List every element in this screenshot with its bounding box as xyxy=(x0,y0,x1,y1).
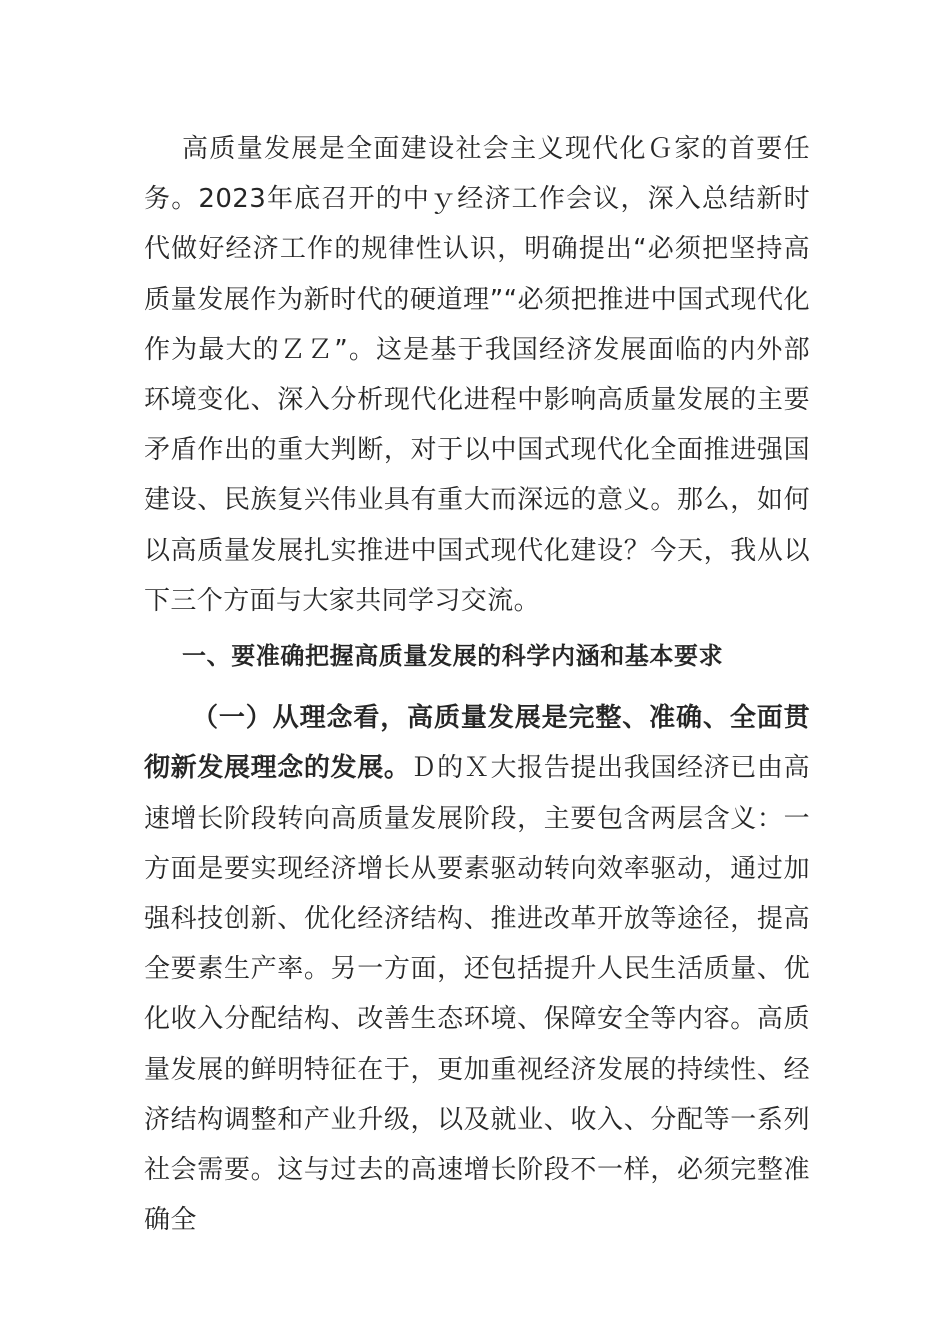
document-body xyxy=(144,124,810,1245)
subsection-paragraph xyxy=(144,693,810,1245)
subsection-body: Ｄ的Ｘ大报告提出我国经济已由高速增长阶段转向高质量发展阶段，主要包含两层含义：一方面是要实现经济增长从要素驱动转向效率驱动，通过加强科技创新、优化经济结构、推进改革开放等途径，提高全要素生产率。另一方面，还包括提升人民生活质量、优化收入分配结构、改善生态环境、保障安全等内容。高质量发展的鲜明特征在于，更加重视经济发展的持续性、经济结构调整和产业升级，以及就业、收入、分配等一系列社会需要。这与过去的高速增长阶段不一样，必须完整准确全 xyxy=(144,753,810,1236)
section-heading: 一、要准确把握高质量发展的科学内涵和基本要求 xyxy=(182,642,724,671)
subsection-heading: （一）从理念看，高质量发展是完整、准确、全面贯彻新发展理念的发展。 xyxy=(144,703,810,784)
intro-paragraph: 高质量发展是全面建设社会主义现代化Ｇ家的首要任务。2023年底召开的中ｙ经济工作会议，深入总结新时代做好经济工作的规律性认识，明确提出“必须把坚持高质量发展作为新时代的硬道理”“必须把推进中国式现代化作为最大的ＺＺ”。这是基于我国经济发展面临的内外部环境变化、深入分析现代化进程中影响高质量发展的主要矛盾作出的重大判断，对于以中国式现代化全面推进强国建设、民族复兴伟业具有重大而深远的意义。那么，如何以高质量发展扎实推进中国式现代化建设？今天，我从以下三个方面与大家共同学习交流。 xyxy=(144,134,810,616)
